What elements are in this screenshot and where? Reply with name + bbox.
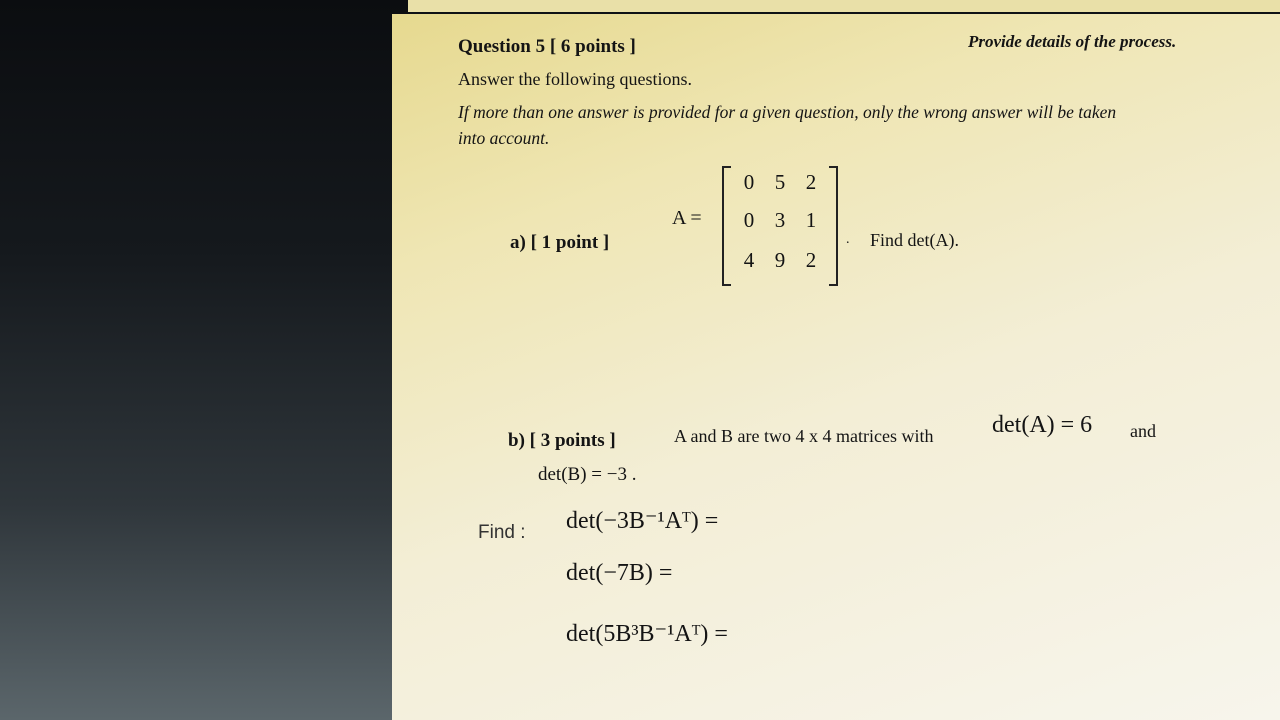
monitor-bezel [0,0,410,720]
previous-page-edge [408,0,1280,12]
matrix-cell: 0 [743,208,755,232]
question-intro: Answer the following questions. [458,69,692,89]
det-a-value: det(A) = 6 [992,412,1093,438]
part-a-task: Find det(A). [870,230,959,250]
expression-3: det(5B³B⁻¹Aᵀ) = [566,621,728,647]
matrix-period: . [846,232,850,247]
matrix-a [722,164,838,284]
matrix-cell: 2 [805,248,817,272]
exam-page [392,14,1280,720]
part-b-statement: A and B are two 4 x 4 matrices with [674,426,934,446]
answer-note-line-1: If more than one answer is provided for a given question, only the wrong answer will be taken [458,102,1117,122]
expression-1: det(−3B⁻¹Aᵀ) = [566,508,719,534]
matrix-right-bracket [829,166,838,286]
matrix-left-bracket [722,166,731,286]
matrix-cell: 5 [774,170,786,194]
part-b-label: b) [ 3 points ] [508,430,616,451]
matrix-cell: 9 [774,248,786,272]
process-instruction: Provide details of the process. [968,32,1177,51]
expression-2: det(−7B) = [566,560,673,586]
matrix-cell: 0 [743,170,755,194]
det-b-value: det(B) = −3 . [538,464,637,485]
and-word: and [1130,421,1156,441]
question-title: Question 5 [ 6 points ] [458,36,636,57]
matrix-cell: 4 [743,248,755,272]
matrix-cell: 2 [805,170,817,194]
matrix-name: A = [672,207,702,229]
find-label: Find : [478,522,526,543]
part-a-label: a) [ 1 point ] [510,232,610,253]
matrix-cell: 3 [774,208,786,232]
matrix-cell: 1 [805,208,817,232]
answer-note-line-2: into account. [458,128,550,148]
